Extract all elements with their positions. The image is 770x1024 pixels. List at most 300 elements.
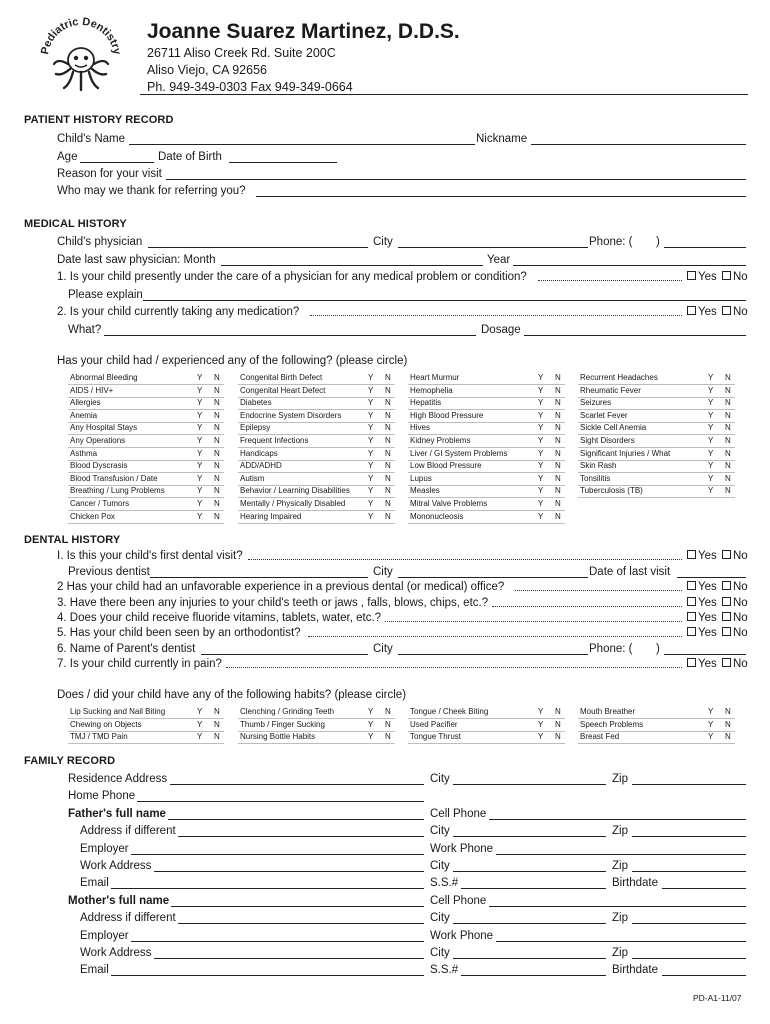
condition-yes-option[interactable]: Y <box>197 436 203 445</box>
condition-yes-option[interactable]: Y <box>197 448 203 458</box>
condition-yes-option[interactable]: Y <box>197 410 203 420</box>
habit-yes-option[interactable]: Y <box>708 732 714 742</box>
condition-no-option[interactable]: N <box>725 486 731 496</box>
condition-yes-option[interactable]: Y <box>368 398 374 408</box>
employer-field[interactable] <box>131 854 424 855</box>
condition-label: Recurrent Headaches <box>580 373 658 382</box>
what-label: What? <box>68 324 102 336</box>
condition-label: Tuberculosis (TB) <box>580 486 643 496</box>
prev-dentist-label: Previous dentist <box>68 566 150 578</box>
condition-no-option[interactable]: N <box>725 373 731 382</box>
leader-dots <box>515 590 682 591</box>
condition-no-option[interactable]: N <box>725 436 731 445</box>
condition-yes-option[interactable]: Y <box>368 423 374 433</box>
doctor-name: Joanne Suarez Martinez, D.D.S. <box>147 20 460 43</box>
condition-yes-option[interactable]: Y <box>708 486 714 496</box>
home-phone-field[interactable] <box>137 801 424 802</box>
birthdate-label: Birthdate <box>612 877 659 890</box>
last-saw-year-label: Year <box>487 254 511 266</box>
zip-field[interactable] <box>632 871 746 872</box>
condition-yes-option[interactable]: Y <box>368 473 374 483</box>
row-separator <box>68 523 224 524</box>
condition-label: High Blood Pressure <box>410 410 484 420</box>
condition-yes-option[interactable]: Y <box>368 373 374 382</box>
habit-label: Chewing on Objects <box>70 719 142 729</box>
habit-yes-option[interactable]: Y <box>197 707 203 716</box>
condition-no-option[interactable]: N <box>725 473 731 483</box>
medication-what-field[interactable] <box>104 335 476 336</box>
habit-yes-option[interactable]: Y <box>368 719 374 729</box>
residence-label: Residence Address <box>68 773 168 785</box>
condition-yes-option[interactable]: Y <box>368 410 374 420</box>
condition-label: Asthma <box>70 448 98 458</box>
dental-q4-yes-checkbox[interactable] <box>687 612 696 621</box>
condition-no-option[interactable]: N <box>725 385 731 395</box>
work-phone-field[interactable] <box>496 941 746 942</box>
dosage-field[interactable] <box>524 335 746 336</box>
work-phone-label: Work Phone <box>430 842 494 855</box>
last-saw-year-field[interactable] <box>513 265 746 266</box>
medical-q2-options <box>685 305 748 319</box>
habit-yes-option[interactable]: Y <box>197 719 203 729</box>
row-separator <box>408 743 565 744</box>
condition-yes-option[interactable]: Y <box>197 398 203 408</box>
condition-no-option[interactable]: N <box>555 385 561 395</box>
condition-label: Autism <box>240 473 265 483</box>
condition-label: Allergies <box>70 398 101 408</box>
dental-q3-options <box>685 596 748 610</box>
dental-q7-options <box>685 657 748 671</box>
last-visit-field[interactable] <box>677 577 746 578</box>
condition-no-option[interactable]: N <box>385 436 391 445</box>
condition-yes-option[interactable]: Y <box>197 423 203 433</box>
condition-label: Congenital Birth Defect <box>240 373 323 382</box>
habit-no-option[interactable]: N <box>725 707 731 716</box>
phone-fax-line: Ph. 949-349-0303 Fax 949-349-0664 <box>147 80 353 94</box>
parent-dentist-city-field[interactable] <box>398 654 588 655</box>
address-line-1: 26711 Aliso Creek Rd. Suite 200C <box>147 46 336 60</box>
medical-q1-no-checkbox[interactable] <box>722 271 731 280</box>
condition-no-option[interactable]: N <box>555 486 561 496</box>
condition-no-option[interactable]: N <box>555 511 561 521</box>
cell-phone-field[interactable] <box>489 819 746 820</box>
ssn-field[interactable] <box>461 975 606 976</box>
condition-label: AIDS / HIV+ <box>70 385 114 395</box>
habit-yes-option[interactable]: Y <box>197 732 203 742</box>
condition-no-option[interactable]: N <box>385 448 391 458</box>
dental-q2-no-checkbox[interactable] <box>722 581 731 590</box>
nickname-field[interactable] <box>531 144 746 145</box>
condition-label: Hearing Impaired <box>240 511 302 521</box>
condition-no-option[interactable]: N <box>385 499 391 508</box>
condition-yes-option[interactable]: Y <box>197 499 203 508</box>
condition-yes-option[interactable]: Y <box>708 373 714 382</box>
dosage-label: Dosage <box>481 324 521 336</box>
medical-q2-no-checkbox[interactable] <box>722 306 731 315</box>
city-field[interactable] <box>453 784 606 785</box>
email-field[interactable] <box>111 975 424 976</box>
work-address-label: Work Address <box>80 947 152 959</box>
condition-label: Cancer / Tumors <box>70 499 130 508</box>
condition-no-option[interactable]: N <box>555 398 561 408</box>
condition-no-option[interactable]: N <box>214 499 220 508</box>
fathers-name-field[interactable] <box>168 819 424 820</box>
email-field[interactable] <box>111 888 424 889</box>
logo-text: Pediatric Dentistry <box>40 15 122 56</box>
condition-no-option[interactable]: N <box>385 398 391 408</box>
section-title-medical-history: MEDICAL HISTORY <box>24 218 127 230</box>
condition-label: Seizures <box>580 398 612 408</box>
condition-yes-option[interactable]: Y <box>708 448 714 458</box>
habit-no-option[interactable]: N <box>555 719 561 729</box>
explain-field[interactable] <box>143 300 746 301</box>
form-code: PD-A1-11/07 <box>693 993 742 1003</box>
condition-no-option[interactable]: N <box>385 373 391 382</box>
employer-label: Employer <box>80 842 129 855</box>
email-label: Email <box>80 964 109 977</box>
habit-yes-option[interactable]: Y <box>368 707 374 716</box>
parent-dentist-field[interactable] <box>201 654 368 655</box>
condition-label: Diabetes <box>240 398 272 408</box>
row-separator <box>578 743 735 744</box>
yes-label: Yes <box>698 612 717 624</box>
condition-label: Low Blood Pressure <box>410 461 482 471</box>
condition-yes-option[interactable]: Y <box>708 385 714 395</box>
condition-label: Abnormal Bleeding <box>70 373 138 382</box>
condition-no-option[interactable]: N <box>214 436 220 445</box>
habit-no-option[interactable]: N <box>385 707 391 716</box>
condition-no-option[interactable]: N <box>725 448 731 458</box>
parent-dentist-city-label: City <box>373 643 393 655</box>
condition-label: Measles <box>410 486 440 496</box>
condition-no-option[interactable]: N <box>385 385 391 395</box>
condition-no-option[interactable]: N <box>385 511 391 521</box>
condition-no-option[interactable]: N <box>214 373 220 382</box>
condition-no-option[interactable]: N <box>725 410 731 420</box>
medical-q1: 1. Is your child presently under the care of a physician for any medical problem or condition? <box>57 271 527 283</box>
condition-yes-option[interactable]: Y <box>368 448 374 458</box>
dob-label: Date of Birth <box>158 151 222 163</box>
condition-yes-option[interactable]: Y <box>708 410 714 420</box>
reason-field[interactable] <box>166 179 746 180</box>
habit-label: Lip Sucking and Nail Biting <box>70 707 166 716</box>
dental-q7-yes-checkbox[interactable] <box>687 658 696 667</box>
employer-label: Employer <box>80 929 129 942</box>
no-label: No <box>732 658 748 670</box>
practice-logo <box>40 14 122 96</box>
condition-label: Scarlet Fever <box>580 410 628 420</box>
habit-label: Tongue / Cheek Biting <box>410 707 489 716</box>
prev-dentist-field[interactable] <box>150 577 368 578</box>
condition-yes-option[interactable]: Y <box>538 511 544 521</box>
residence-field[interactable] <box>170 784 424 785</box>
condition-label: Rheumatic Fever <box>580 385 641 395</box>
cell-phone-field[interactable] <box>489 906 746 907</box>
dental-q3-no-checkbox[interactable] <box>722 597 731 606</box>
condition-yes-option[interactable]: Y <box>197 486 203 496</box>
condition-no-option[interactable]: N <box>214 385 220 395</box>
childs-name-label: Child's Name <box>57 133 126 145</box>
habit-no-option[interactable]: N <box>385 719 391 729</box>
condition-no-option[interactable]: N <box>725 461 731 471</box>
no-label: No <box>732 271 748 283</box>
condition-label: Hepatitis <box>410 398 442 408</box>
condition-no-option[interactable]: N <box>555 423 561 433</box>
condition-no-option[interactable]: N <box>555 448 561 458</box>
zip-field[interactable] <box>632 836 746 837</box>
physician-label: Child's physician <box>57 236 143 248</box>
city-field[interactable] <box>453 958 606 959</box>
leader-dots <box>310 315 682 316</box>
address-if-diff-field[interactable] <box>178 836 424 837</box>
dob-field[interactable] <box>229 162 337 163</box>
city-label: City <box>430 860 450 872</box>
no-label: No <box>732 550 748 562</box>
condition-yes-option[interactable]: Y <box>538 423 544 433</box>
dental-q7-no-checkbox[interactable] <box>722 658 731 667</box>
condition-no-option[interactable]: N <box>214 398 220 408</box>
condition-no-option[interactable]: N <box>725 423 731 433</box>
leader-dots <box>492 606 682 607</box>
condition-no-option[interactable]: N <box>555 499 561 508</box>
zip-label: Zip <box>612 947 628 959</box>
no-label: No <box>732 597 748 609</box>
condition-yes-option[interactable]: Y <box>368 385 374 395</box>
habits-prompt: Does / did your child have any of the following habits? (please circle) <box>57 689 407 701</box>
condition-no-option[interactable]: N <box>555 461 561 471</box>
work-address-field[interactable] <box>154 871 424 872</box>
condition-no-option[interactable]: N <box>555 473 561 483</box>
no-label: No <box>732 581 748 593</box>
dental-q4-no-checkbox[interactable] <box>722 612 731 621</box>
condition-no-option[interactable]: N <box>214 410 220 420</box>
condition-no-option[interactable]: N <box>555 410 561 420</box>
fathers-name-label: Father's full name <box>68 807 166 820</box>
leader-dots <box>226 667 682 668</box>
zip-field[interactable] <box>632 958 746 959</box>
condition-no-option[interactable]: N <box>555 436 561 445</box>
birthdate-field[interactable] <box>662 888 746 889</box>
last-visit-label: Date of last visit <box>589 566 671 578</box>
conditions-prompt: Has your child had / experienced any of the following? (please circle) <box>57 355 408 367</box>
dental-q1-no-checkbox[interactable] <box>722 550 731 559</box>
dental-q2-yes-checkbox[interactable] <box>687 581 696 590</box>
condition-yes-option[interactable]: Y <box>538 486 544 496</box>
physician-city-field[interactable] <box>398 247 588 248</box>
childs-name-field[interactable] <box>129 144 475 145</box>
row-separator <box>238 523 395 524</box>
yes-label: Yes <box>698 550 717 562</box>
condition-yes-option[interactable]: Y <box>538 398 544 408</box>
habit-no-option[interactable]: N <box>555 707 561 716</box>
yes-label: Yes <box>698 658 717 670</box>
condition-yes-option[interactable]: Y <box>708 423 714 433</box>
habit-no-option[interactable]: N <box>725 732 731 742</box>
habit-label: Thumb / Finger Sucking <box>240 719 325 729</box>
age-field[interactable] <box>80 162 154 163</box>
habit-label: Breast Fed <box>580 732 620 742</box>
habit-label: Nursing Bottle Habits <box>240 732 316 742</box>
condition-yes-option[interactable]: Y <box>538 499 544 508</box>
condition-label: Significant Injuries / What <box>580 448 671 458</box>
medical-q2-yes-checkbox[interactable] <box>687 306 696 315</box>
condition-no-option[interactable]: N <box>214 448 220 458</box>
dental-q2-options <box>685 580 748 594</box>
condition-yes-option[interactable]: Y <box>538 436 544 445</box>
work-address-field[interactable] <box>154 958 424 959</box>
dental-q5-no-checkbox[interactable] <box>722 627 731 636</box>
habit-label: Mouth Breather <box>580 707 636 716</box>
condition-no-option[interactable]: N <box>214 461 220 471</box>
city-field[interactable] <box>453 871 606 872</box>
dental-q3-yes-checkbox[interactable] <box>687 597 696 606</box>
condition-yes-option[interactable]: Y <box>708 398 714 408</box>
habit-yes-option[interactable]: Y <box>708 707 714 716</box>
birthdate-field[interactable] <box>662 975 746 976</box>
condition-label: Liver / GI System Problems <box>410 448 508 458</box>
last-saw-label: Date last saw physician: Month <box>57 254 216 266</box>
condition-no-option[interactable]: N <box>385 410 391 420</box>
physician-phone-field[interactable] <box>664 247 746 248</box>
city-field[interactable] <box>453 836 606 837</box>
last-saw-month-field[interactable] <box>221 265 483 266</box>
condition-no-option[interactable]: N <box>385 486 391 496</box>
condition-yes-option[interactable]: Y <box>368 436 374 445</box>
condition-no-option[interactable]: N <box>214 473 220 483</box>
city-label: City <box>430 912 450 925</box>
condition-label: Lupus <box>410 473 432 483</box>
explain-label: Please explain <box>68 289 143 301</box>
yes-label: Yes <box>698 627 717 639</box>
address-if-diff-label: Address if different <box>80 825 176 838</box>
condition-label: Sight Disorders <box>580 436 635 445</box>
dental-q4: 4. Does your child receive fluoride vitamins, tablets, water, etc.? <box>57 612 382 624</box>
zip-field[interactable] <box>632 784 746 785</box>
condition-yes-option[interactable]: Y <box>538 461 544 471</box>
prev-dentist-city-field[interactable] <box>398 577 588 578</box>
habit-yes-option[interactable]: Y <box>708 719 714 729</box>
condition-no-option[interactable]: N <box>555 373 561 382</box>
condition-no-option[interactable]: N <box>214 511 220 521</box>
condition-no-option[interactable]: N <box>385 473 391 483</box>
condition-yes-option[interactable]: Y <box>538 373 544 382</box>
habit-yes-option[interactable]: Y <box>538 732 544 742</box>
condition-no-option[interactable]: N <box>214 486 220 496</box>
condition-yes-option[interactable]: Y <box>197 385 203 395</box>
habit-no-option[interactable]: N <box>725 719 731 729</box>
condition-yes-option[interactable]: Y <box>368 486 374 496</box>
condition-yes-option[interactable]: Y <box>538 385 544 395</box>
parent-dentist-phone-field[interactable] <box>664 654 746 655</box>
city-label: City <box>430 947 450 959</box>
condition-label: Hemophelia <box>410 385 453 395</box>
condition-yes-option[interactable]: Y <box>197 461 203 471</box>
zip-field[interactable] <box>632 923 746 924</box>
habit-no-option[interactable]: N <box>555 732 561 742</box>
habit-no-option[interactable]: N <box>214 719 220 729</box>
work-address-label: Work Address <box>80 860 152 872</box>
home-phone-label: Home Phone <box>68 790 136 803</box>
zip-label: Zip <box>612 825 628 838</box>
condition-label: Heart Murmur <box>410 373 460 382</box>
dental-q5-yes-checkbox[interactable] <box>687 627 696 636</box>
condition-yes-option[interactable]: Y <box>538 448 544 458</box>
work-phone-label: Work Phone <box>430 929 494 942</box>
row-separator <box>578 497 735 498</box>
condition-no-option[interactable]: N <box>385 423 391 433</box>
physician-field[interactable] <box>148 247 368 248</box>
condition-no-option[interactable]: N <box>725 398 731 408</box>
condition-label: Handicaps <box>240 448 278 458</box>
address-if-diff-field[interactable] <box>178 923 424 924</box>
habit-no-option[interactable]: N <box>385 732 391 742</box>
row-separator <box>238 743 395 744</box>
habit-yes-option[interactable]: Y <box>538 719 544 729</box>
referral-field[interactable] <box>256 196 746 197</box>
condition-yes-option[interactable]: Y <box>708 473 714 483</box>
condition-label: Sickle Cell Anemia <box>580 423 647 433</box>
condition-label: Hives <box>410 423 431 433</box>
dental-q5: 5. Has your child been seen by an orthodontist? <box>57 627 301 639</box>
condition-label: Behavior / Learning Disabilities <box>240 486 350 496</box>
work-phone-field[interactable] <box>496 854 746 855</box>
dental-q1: I. Is this your child's first dental visit? <box>57 550 243 562</box>
dental-q1-yes-checkbox[interactable] <box>687 550 696 559</box>
condition-label: Mentally / Physically Disabled <box>240 499 346 508</box>
condition-yes-option[interactable]: Y <box>197 473 203 483</box>
habit-yes-option[interactable]: Y <box>538 707 544 716</box>
dental-q2: 2 Has your child had an unfavorable experience in a previous dental (or medical) office? <box>57 581 505 593</box>
condition-yes-option[interactable]: Y <box>708 461 714 471</box>
condition-no-option[interactable]: N <box>385 461 391 471</box>
address-if-diff-label: Address if different <box>80 912 176 925</box>
city-field[interactable] <box>453 923 606 924</box>
condition-yes-option[interactable]: Y <box>368 511 374 521</box>
condition-label: Any Operations <box>70 436 126 445</box>
ssn-field[interactable] <box>461 888 606 889</box>
habit-no-option[interactable]: N <box>214 707 220 716</box>
condition-label: Endocrine System Disorders <box>240 410 342 420</box>
condition-yes-option[interactable]: Y <box>538 410 544 420</box>
dental-q1-options <box>685 549 748 563</box>
condition-label: Breathing / Lung Problems <box>70 486 165 496</box>
dental-q6: 6. Name of Parent's dentist <box>57 643 196 655</box>
dental-q4-options <box>685 611 748 625</box>
condition-yes-option[interactable]: Y <box>368 499 374 508</box>
condition-yes-option[interactable]: Y <box>197 511 203 521</box>
no-label: No <box>732 306 748 318</box>
no-label: No <box>732 612 748 624</box>
medical-q1-yes-checkbox[interactable] <box>687 271 696 280</box>
condition-yes-option[interactable]: Y <box>538 473 544 483</box>
condition-yes-option[interactable]: Y <box>368 461 374 471</box>
condition-yes-option[interactable]: Y <box>197 373 203 382</box>
condition-label: Mitral Valve Problems <box>410 499 488 508</box>
habit-no-option[interactable]: N <box>214 732 220 742</box>
mothers-name-field[interactable] <box>171 906 424 907</box>
city-label: City <box>430 825 450 838</box>
dental-q7: 7. Is your child currently in pain? <box>57 658 222 670</box>
habit-yes-option[interactable]: Y <box>368 732 374 742</box>
employer-field[interactable] <box>131 941 424 942</box>
section-title-dental-history: DENTAL HISTORY <box>24 534 121 546</box>
section-title-family-record: FAMILY RECORD <box>24 755 116 767</box>
condition-no-option[interactable]: N <box>214 423 220 433</box>
yes-label: Yes <box>698 597 717 609</box>
condition-yes-option[interactable]: Y <box>708 436 714 445</box>
condition-label: ADD/ADHD <box>240 461 282 471</box>
condition-label: Mononucleosis <box>410 511 464 521</box>
